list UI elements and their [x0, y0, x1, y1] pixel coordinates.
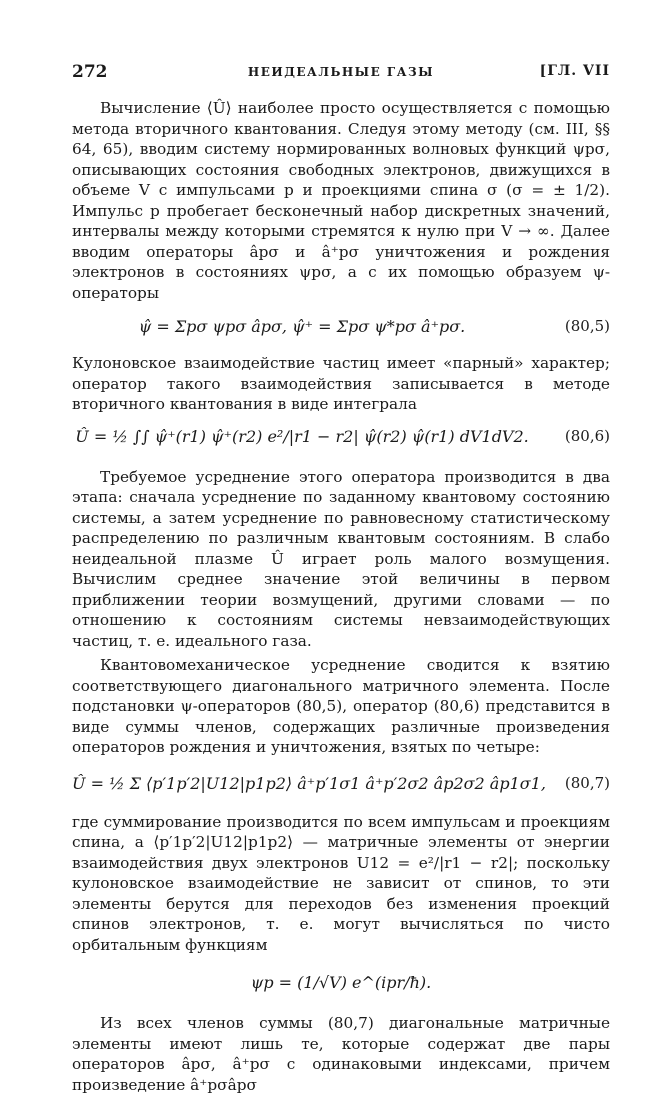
equation-80-5-text: ψ̂ = Σpσ ψpσ âpσ, ψ̂⁺ = Σpσ ψ*pσ â⁺pσ. — [138, 317, 466, 336]
paragraph-4: Квантовомеханическое усреднение сводится к взятию соответствующего диагонального матричного элемента. После подстановки ψ-операторов (80,5), оператор (80,6) представится в виде суммы членов, содержащих различные произведения операторов рождения и уничтожения, взятых по четыре: — [72, 656, 610, 756]
equation-80-5 — [72, 307, 610, 349]
paragraph-6: Из всех членов суммы (80,7) диагональные матричные элементы имеют лишь те, которые содержат две пары операторов âpσ, â⁺pσ с одинаковыми индексами, причем произведение â⁺pσâpσ — [72, 1014, 610, 1094]
equation-80-6 — [72, 417, 610, 459]
equation-80-6-text: Û = ½ ∫∫ ψ̂⁺(r1) ψ̂⁺(r2) e²/|r1 − r2| ψ̂(r2) ψ̂(r1) dV1dV2. — [75, 426, 529, 446]
page-number: 272 — [72, 62, 108, 82]
equation-wavefunction — [72, 961, 610, 1007]
paragraph-3: Требуемое усреднение этого оператора производится в два этапа: сначала усреднение по заданному квантовому состоянию системы, а затем усреднение по равновесному статистическому распределению по различным квантовым состояниям. В слабо неидеальной плазме Û играет роль малого возмущения. Вычислим среднее значение этой величины в первом приближении теории возмущений, другими словами — по отношению к состояниям системы невзаимодействующих частиц, т. е. идеального газа. — [72, 467, 610, 650]
page-body — [72, 98, 610, 1095]
paragraph-5: где суммирование производится по всем импульсам и проекциям спина, а ⟨p′1p′2|U12|p1p2⟩ — матричные элементы от энергии взаимодействия двух электронов U12 = e²/|r1 − r2|; поскольку кулоновское взаимодействие не зависит от спинов, то эти элементы берутся для переходов без изменения проекций спинов электронов, т. е. могут вычисляться по чисто орбитальным функциям — [72, 812, 610, 954]
equation-80-5-number: (80,5) — [564, 317, 610, 335]
running-title: НЕИДЕАЛЬНЫЕ ГАЗЫ — [247, 65, 435, 79]
equation-wavefunction-text: ψp = (1/√V) e^(ipr/ħ). — [250, 973, 432, 992]
equation-80-7 — [72, 764, 610, 806]
equation-80-7-text: Û = ½ Σ ⟨p′1p′2|U12|p1p2⟩ â⁺p′1σ1 â⁺p′2σ2 âp2σ2 âp1σ1, — [72, 773, 546, 793]
page-header — [72, 62, 610, 84]
equation-80-6-number: (80,6) — [564, 426, 610, 445]
paragraph-1: Вычисление ⟨Û⟩ наиболее просто осуществляется с помощью метода вторичного квантования. Следуя этому методу (см. III, §§ 64, 65), вводим систему нормированных волновых функций ψpσ, описывающих состояния свободных электронов, движущихся в объеме V с импульсами p и проекциями спина σ (σ = ± 1/2). Импульс p пробегает бесконечный набор дискретных значений, интервалы между которыми стремятся к нулю при V → ∞. Далее вводим операторы âpσ и â⁺pσ уничтожения и рождения электронов в состояниях ψpσ, а с их помощью образуем ψ-операторы — [72, 99, 610, 302]
equation-80-7-number: (80,7) — [564, 773, 610, 792]
paragraph-2: Кулоновское взаимодействие частиц имеет «парный» характер; оператор такого взаимодействия записывается в методе вторичного квантования в виде интеграла — [72, 354, 610, 413]
chapter-label: [ГЛ. VII — [539, 63, 610, 79]
